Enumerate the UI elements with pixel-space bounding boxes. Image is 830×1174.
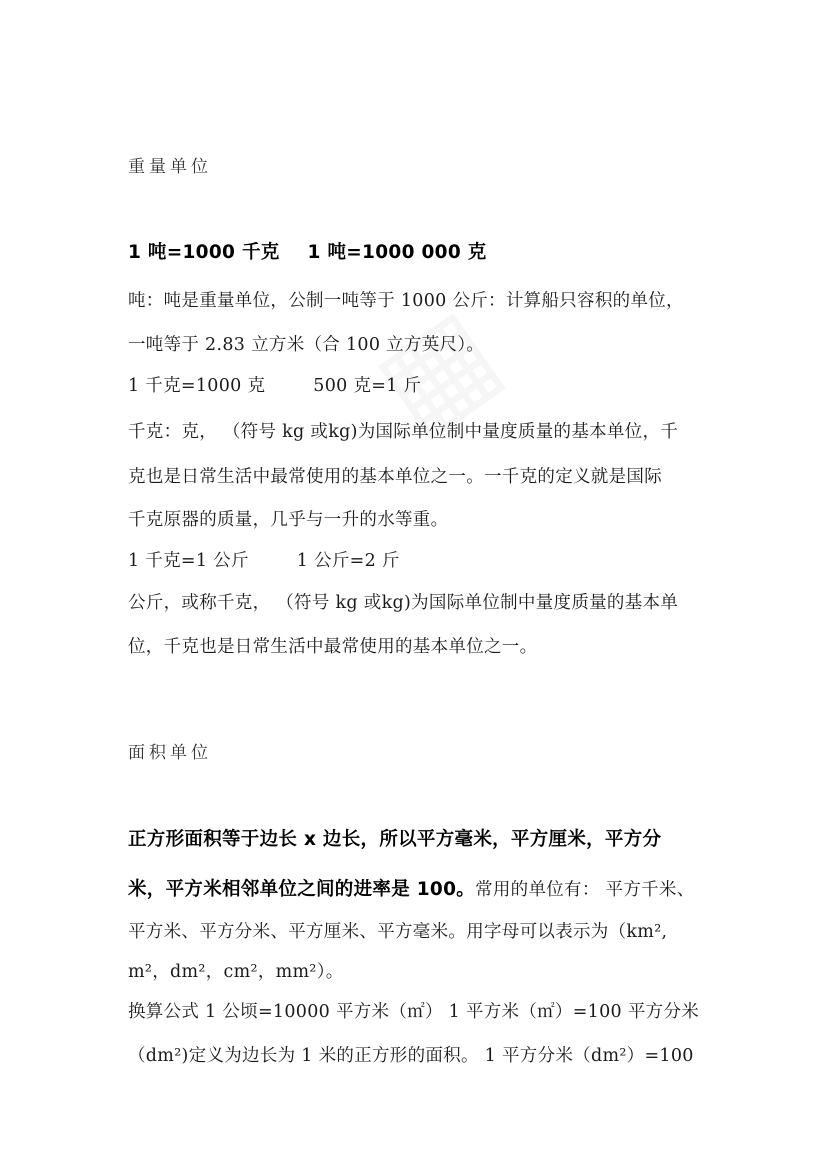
kg-gongjin-equation: 1 千克=1 公斤 [128, 551, 249, 571]
weight-bold-line [128, 238, 487, 264]
gongjin-definition-line-1: 公斤，或称千克， （符号 kg 或kg)为国际单位制中量度质量的基本单 [128, 593, 679, 613]
ton-definition-line-2: 一吨等于 2.83 立方米（合 100 立方英尺）。 [128, 335, 485, 355]
gongjin-equation-line [128, 547, 400, 572]
area-bold-line-1: 正方形面积等于边长 x 边长，所以平方毫米，平方厘米，平方分 [128, 829, 662, 850]
ton-g-equation: 1 吨=1000 000 克 [307, 242, 487, 263]
area-bold-line-2: 米，平方米相邻单位之间的进率是 100。 [128, 879, 476, 900]
weight-heading: 重量单位 [128, 157, 212, 177]
gongjin-jin-equation: 1 公斤=2 斤 [296, 551, 400, 571]
area-line-3: 平方米、平方分米、平方厘米、平方毫米。用字母可以表示为（km², [128, 922, 668, 942]
area-heading: 面积单位 [128, 743, 212, 763]
area-line-6: （dm²)定义为边长为 1 米的正方形的面积。 1 平方分米（dm²）=100 [128, 1046, 694, 1066]
area-line-5: 换算公式 1 公顷=10000 平方米（㎡） 1 平方米（㎡）=100 平方分米 [128, 1002, 700, 1022]
kg-equation-line [128, 372, 421, 397]
area-common-units: 常用的单位有： 平方千米、 [475, 880, 695, 900]
kg-definition-line-2: 克也是日常生活中最常使用的基本单位之一。一千克的定义就是国际 [128, 467, 662, 487]
kg-g-equation: 1 千克=1000 克 [128, 376, 266, 396]
ton-kg-equation: 1 吨=1000 千克 [128, 242, 280, 263]
area-line-2 [128, 875, 695, 901]
kg-definition-line-3: 千克原器的质量，几乎与一升的水等重。 [128, 510, 449, 530]
g-jin-equation: 500 克=1 斤 [313, 376, 422, 396]
area-line-4: m²，dm²，cm²，mm²）。 [128, 962, 344, 982]
ton-definition-line-1: 吨：吨是重量单位，公制一吨等于 1000 公斤：计算船只容积的单位， [128, 291, 684, 311]
kg-definition-line-1: 千克：克， （符号 kg 或kg)为国际单位制中量度质量的基本单位，千 [128, 422, 679, 442]
gongjin-definition-line-2: 位，千克也是日常生活中最常使用的基本单位之一。 [128, 637, 538, 657]
